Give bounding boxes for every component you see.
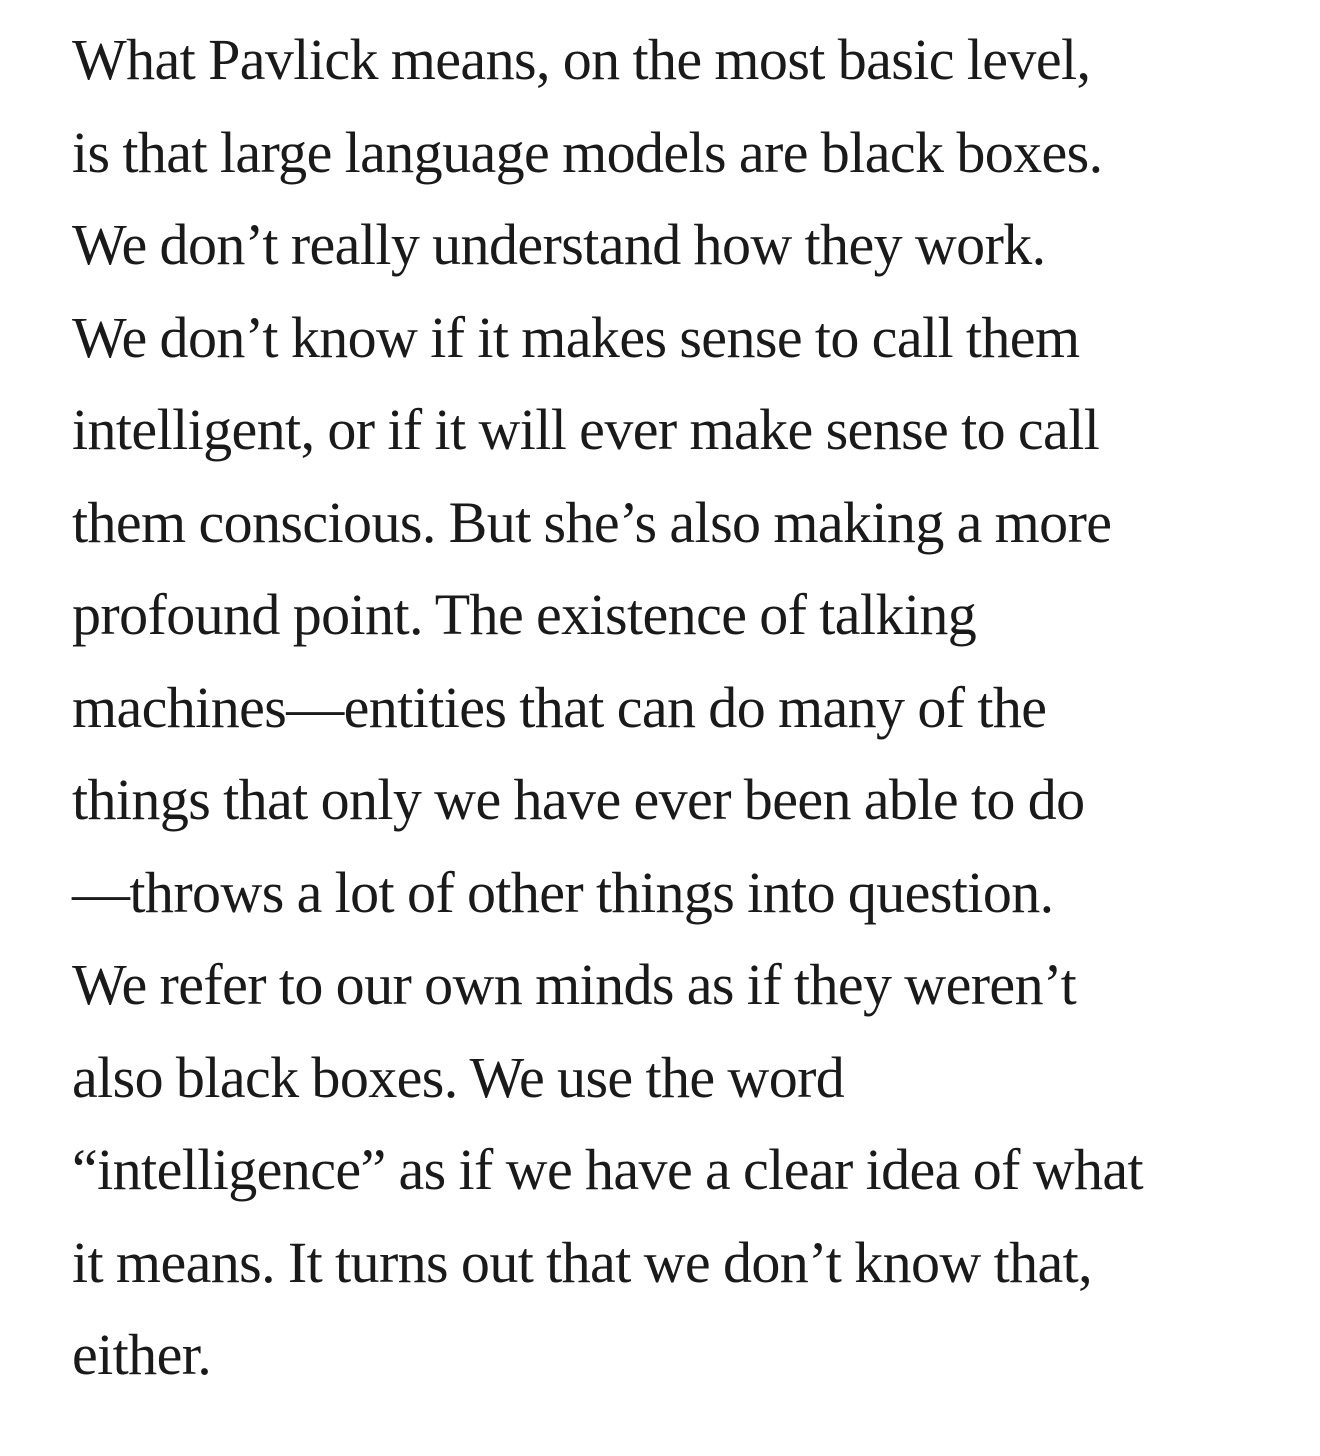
article-paragraph bbox=[72, 14, 1312, 1402]
paragraph-line: also black boxes. We use the word bbox=[72, 1044, 845, 1110]
paragraph-line: them conscious. But she’s also making a more bbox=[72, 489, 1112, 555]
paragraph-line: “intelligence” as if we have a clear idea of what bbox=[72, 1137, 1144, 1202]
paragraph-line: We don’t really understand how they work. bbox=[72, 212, 1046, 277]
paragraph-line: —throws a lot of other things into question. bbox=[72, 859, 1054, 925]
paragraph-line: is that large language models are black boxes. bbox=[72, 119, 1103, 185]
paragraph-line: We refer to our own minds as if they weren’t bbox=[72, 952, 1077, 1017]
paragraph-line: What Pavlick means, on the most basic level, bbox=[72, 27, 1091, 92]
paragraph-line: either. bbox=[72, 1322, 212, 1387]
paragraph-line: We don’t know if it makes sense to call them bbox=[72, 304, 1080, 370]
paragraph-line: it means. It turns out that we don’t know that, bbox=[72, 1229, 1093, 1295]
paragraph-line: machines—entities that can do many of the bbox=[72, 674, 1047, 740]
paragraph-line: intelligent, or if it will ever make sense to call bbox=[72, 397, 1100, 462]
paragraph-line: profound point. The existence of talking bbox=[72, 582, 977, 647]
paragraph-line: things that only we have ever been able to do bbox=[72, 767, 1085, 832]
